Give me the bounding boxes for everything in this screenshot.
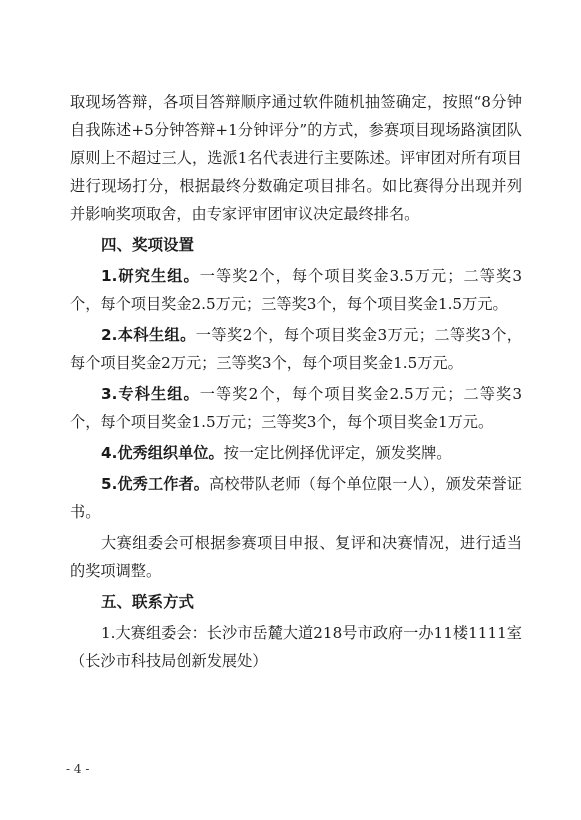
- award-organization-lead: 4.优秀组织单位。: [101, 444, 224, 462]
- paragraph-award-adjustment: 大赛组委会可根据参赛项目申报、复评和决赛情况，进行适当的奖项调整。: [70, 534, 522, 580]
- award-workers: [70, 470, 522, 526]
- award-junior-college-group: [70, 380, 522, 436]
- section-heading-awards: 四、奖项设置: [101, 236, 195, 254]
- award-undergraduate-text: 一等奖2个，每个项目奖金3万元；二等奖3个，每个项目奖金2万元；三等奖3个，每个项目奖金1.5万元。: [70, 326, 522, 372]
- paragraph-defense-procedure: 取现场答辩，各项目答辩顺序通过软件随机抽签确定，按照“8分钟自我陈述+5分钟答辩+1分钟评分”的方式，参赛项目现场路演团队原则上不超过三人，选派1名代表进行主要陈述。评审团对所有项目进行现场打分，根据最终分数确定项目排名。如比赛得分出现并列并影响奖项取舍，由专家评审团审议决定最终排名。: [70, 93, 522, 223]
- award-graduate-text: 一等奖2个，每个项目奖金3.5万元；二等奖3个，每个项目奖金2.5万元；三等奖3个，每个项目奖金1.5万元。: [70, 267, 522, 313]
- award-graduate-lead: 1.研究生组。: [101, 267, 200, 285]
- award-organization-text: 按一定比例择优评定，颁发奖牌。: [223, 444, 452, 462]
- award-organization: [70, 439, 522, 467]
- award-workers-text: 高校带队老师（每个单位限一人），颁发荣誉证书。: [70, 475, 522, 521]
- document-body: [70, 88, 522, 678]
- section-heading-contact: 五、联系方式: [101, 593, 195, 611]
- contact-committee: 1.大赛组委会：长沙市岳麓大道218号市政府一办11楼1111室（长沙市科技局创新发展处）: [70, 624, 522, 670]
- page-number: - 4 -: [66, 762, 90, 776]
- award-junior-college-lead: 3.专科生组。: [101, 385, 200, 403]
- award-undergraduate-lead: 2.本科生组。: [101, 326, 196, 344]
- award-undergraduate-group: [70, 321, 522, 377]
- award-graduate-group: [70, 262, 522, 318]
- award-workers-lead: 5.优秀工作者。: [101, 475, 210, 493]
- award-junior-college-text: 一等奖2个，每个项目奖金2.5万元；二等奖3个，每个项目奖金1.5万元；三等奖3个，每个项目奖金1万元。: [70, 385, 522, 431]
